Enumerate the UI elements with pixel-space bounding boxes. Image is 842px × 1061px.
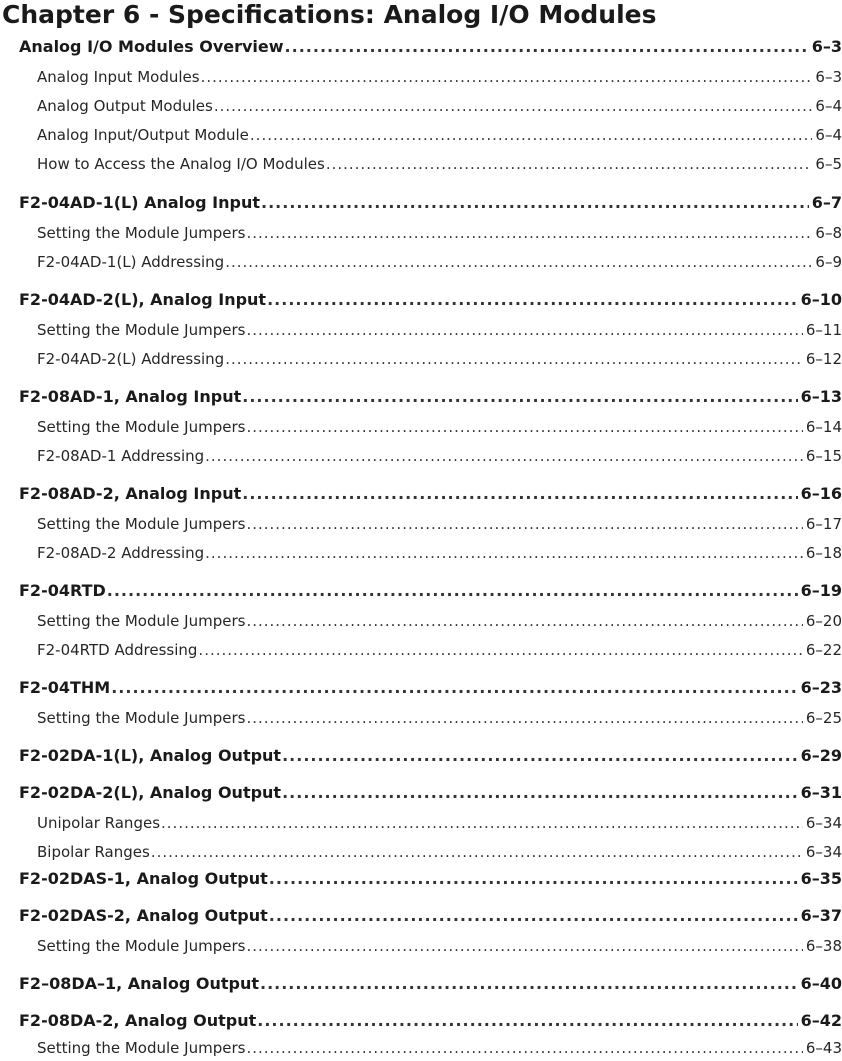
toc-entry-label: Setting the Module Jumpers — [37, 1039, 246, 1057]
dot-leader — [269, 906, 798, 925]
toc-entry-page: 6–37 — [800, 906, 842, 925]
toc-entry-page: 6–5 — [815, 155, 842, 173]
dot-leader — [285, 37, 809, 56]
toc-entry-page: 6–35 — [800, 869, 842, 888]
toc-entry-page: 6–7 — [811, 193, 842, 212]
toc-entry-page: 6–3 — [815, 68, 842, 86]
toc-entry-page: 6–15 — [805, 447, 842, 465]
toc-entry-label: F2-08DA-2, Analog Output — [19, 1011, 257, 1030]
toc-subentry[interactable] — [0, 126, 842, 148]
dot-leader — [246, 1039, 802, 1057]
dot-leader — [269, 869, 798, 888]
toc-entry-label: How to Access the Analog I/O Modules — [37, 155, 325, 173]
toc-entry-page: 6–19 — [800, 581, 842, 600]
dot-leader — [225, 253, 812, 271]
toc-entry-page: 6–17 — [805, 515, 842, 533]
toc-entry-page: 6–18 — [805, 544, 842, 562]
toc-entry-label: Setting the Module Jumpers — [37, 224, 246, 242]
toc-entry-page: 6–40 — [800, 974, 842, 993]
toc-entry-page: 6–8 — [815, 224, 842, 242]
toc-entry-label: Analog Input/Output Module — [37, 126, 249, 144]
dot-leader — [205, 544, 803, 562]
toc-entry-page: 6–9 — [815, 253, 842, 271]
dot-leader — [246, 612, 802, 630]
toc-entry-page: 6–3 — [811, 37, 842, 56]
toc-entry-page: 6–31 — [800, 783, 842, 802]
toc-subentry[interactable] — [0, 97, 842, 119]
toc-entry-label: F2-04AD-1(L) Analog Input — [19, 193, 260, 212]
toc-entry-label: F2-04RTD Addressing — [37, 641, 198, 659]
toc-entry-label: Setting the Module Jumpers — [37, 515, 246, 533]
toc-subentry[interactable] — [0, 155, 842, 177]
dot-leader — [257, 1011, 797, 1030]
toc-subentry[interactable] — [0, 224, 842, 246]
toc-entry-page: 6–22 — [805, 641, 842, 659]
dot-leader — [282, 746, 798, 765]
toc-subentry[interactable] — [0, 814, 842, 836]
toc-subentry[interactable] — [0, 321, 842, 343]
toc-entry-label: Unipolar Ranges — [37, 814, 161, 832]
toc-entry-page: 6–29 — [800, 746, 842, 765]
toc-section[interactable] — [0, 581, 842, 603]
toc-entry-label: Setting the Module Jumpers — [37, 937, 246, 955]
toc-entry-page: 6–14 — [805, 418, 842, 436]
dot-leader — [246, 515, 802, 533]
toc-entry-page: 6–23 — [800, 678, 842, 697]
toc-subentry[interactable] — [0, 709, 842, 731]
toc-entry-label: F2-04THM — [19, 678, 111, 697]
toc-entry-label: F2-02DA-2(L), Analog Output — [19, 783, 282, 802]
toc-section[interactable] — [0, 869, 842, 891]
dot-leader — [267, 290, 798, 309]
toc-section[interactable] — [0, 290, 842, 312]
toc-entry-label: Setting the Module Jumpers — [37, 612, 246, 630]
toc-entry-label: Setting the Module Jumpers — [37, 321, 246, 339]
toc-subentry[interactable] — [0, 641, 842, 663]
toc-subentry[interactable] — [0, 843, 842, 865]
toc-entry-label: Setting the Module Jumpers — [37, 418, 246, 436]
toc-section[interactable] — [0, 484, 842, 506]
toc-entry-label: F2-08AD-1 Addressing — [37, 447, 205, 465]
dot-leader — [282, 783, 798, 802]
dot-leader — [225, 350, 803, 368]
toc-entry-page: 6–38 — [805, 937, 842, 955]
toc-entry-label: F2-04AD-1(L) Addressing — [37, 253, 225, 271]
toc-entry-page: 6–4 — [815, 97, 842, 115]
toc-section[interactable] — [0, 1011, 842, 1033]
toc-entry-label: F2-04AD-2(L) Addressing — [37, 350, 225, 368]
toc-section[interactable] — [0, 387, 842, 409]
dot-leader — [326, 155, 813, 173]
toc-section[interactable] — [0, 974, 842, 996]
toc-entry-page: 6–12 — [805, 350, 842, 368]
toc-entry-page: 6–4 — [815, 126, 842, 144]
dot-leader — [201, 68, 813, 86]
dot-leader — [246, 321, 802, 339]
toc-entry-page: 6–11 — [805, 321, 842, 339]
toc-entry-label: F2-02DAS-1, Analog Output — [19, 869, 268, 888]
dot-leader — [246, 224, 812, 242]
toc-subentry[interactable] — [0, 937, 842, 959]
toc-subentry[interactable] — [0, 68, 842, 90]
dot-leader — [198, 641, 802, 659]
toc-entry-label: F2-04RTD — [19, 581, 106, 600]
toc-subentry[interactable] — [0, 544, 842, 566]
toc-section-overview[interactable] — [0, 37, 842, 59]
toc-entry-label: Setting the Module Jumpers — [37, 709, 246, 727]
toc-section[interactable] — [0, 746, 842, 768]
dot-leader — [205, 447, 803, 465]
toc-subentry[interactable] — [0, 515, 842, 537]
toc-entry-label: F2–08DA–1, Analog Output — [19, 974, 259, 993]
toc-entry-label: Analog I/O Modules Overview — [19, 37, 284, 56]
toc-entry-page: 6–43 — [805, 1039, 842, 1057]
toc-entry-label: F2-02DAS-2, Analog Output — [19, 906, 268, 925]
toc-entry-label: F2-08AD-2, Analog Input — [19, 484, 242, 503]
dot-leader — [107, 581, 798, 600]
toc-section[interactable] — [0, 783, 842, 805]
toc-subentry[interactable] — [0, 253, 842, 275]
dot-leader — [261, 193, 809, 212]
toc-entry-label: Analog Output Modules — [37, 97, 213, 115]
toc-entry-page: 6–42 — [800, 1011, 842, 1030]
toc-subentry[interactable] — [0, 612, 842, 634]
dot-leader — [246, 418, 802, 436]
toc-section[interactable] — [0, 193, 842, 215]
toc-entry-page: 6–20 — [805, 612, 842, 630]
toc-entry-page: 6–34 — [805, 814, 842, 832]
toc-entry-page: 6–16 — [800, 484, 842, 503]
chapter-title: Chapter 6 - Specifications: Analog I/O Modules — [2, 0, 657, 29]
dot-leader — [246, 937, 802, 955]
dot-leader — [161, 814, 803, 832]
dot-leader — [242, 387, 797, 406]
dot-leader — [151, 843, 803, 861]
toc-entry-label: F2-08AD-1, Analog Input — [19, 387, 242, 406]
dot-leader — [242, 484, 797, 503]
toc-entry-page: 6–10 — [800, 290, 842, 309]
dot-leader — [111, 678, 797, 697]
toc-subentry[interactable] — [0, 447, 842, 469]
toc-subentry[interactable] — [0, 418, 842, 440]
toc-entry-label: F2-04AD-2(L), Analog Input — [19, 290, 267, 309]
toc-entry-page: 6–34 — [805, 843, 842, 861]
toc-section[interactable] — [0, 678, 842, 700]
toc-entry-label: F2-02DA-1(L), Analog Output — [19, 746, 282, 765]
toc-entry-page: 6–13 — [800, 387, 842, 406]
toc-section[interactable] — [0, 906, 842, 928]
toc-entry-page: 6–25 — [805, 709, 842, 727]
toc-entry-label: Analog Input Modules — [37, 68, 200, 86]
dot-leader — [260, 974, 798, 993]
toc-entry-label: Bipolar Ranges — [37, 843, 150, 861]
dot-leader — [246, 709, 802, 727]
toc-subentry[interactable] — [0, 350, 842, 372]
toc-entry-label: F2-08AD-2 Addressing — [37, 544, 205, 562]
dot-leader — [214, 97, 813, 115]
dot-leader — [250, 126, 813, 144]
